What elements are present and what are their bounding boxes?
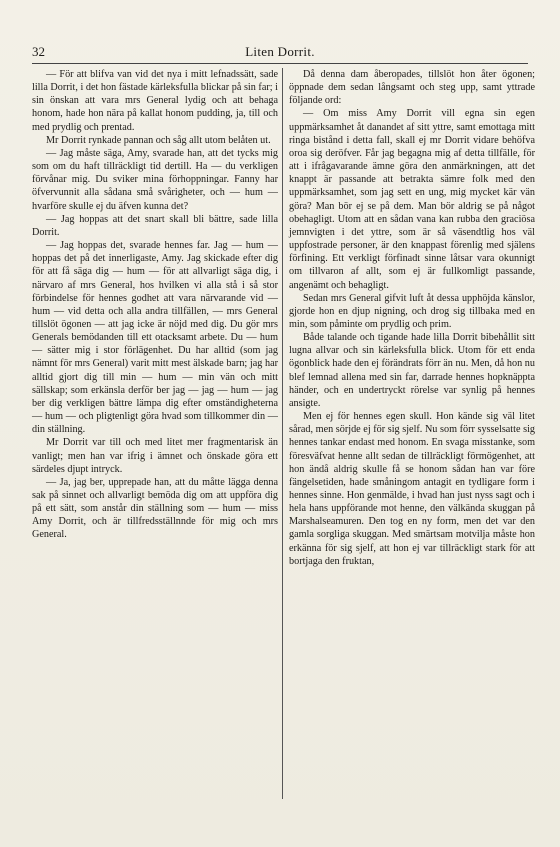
header-rule	[32, 63, 528, 64]
left-column	[32, 68, 278, 542]
page-header	[32, 44, 528, 64]
paragraph: — För att blifva van vid det nya i mitt lefnadssätt, sade lilla Dorrit, i det hon fästade kärleksfulla blickar på sin far; i sin önskan att vara mrs General lydig och att behaga honom, hade hon nära på kallat honom pudding, ja, till och med prydlig och prentad.	[32, 69, 278, 133]
paragraph: Mr Dorrit rynkade pannan och såg allt utom belåten ut.	[46, 134, 271, 146]
column-divider	[282, 68, 283, 799]
right-column	[289, 68, 535, 568]
paragraph: — Ja, jag ber, upprepade han, att du måtte lägga denna sak på sinnet och allvarligt bemöda dig om att uppföra dig på ett sätt, som anstår din ställning som — hum — miss Amy Dorrit, och är tillfredsställnnde för mig och mrs General.	[32, 476, 278, 541]
paragraph: — Jag måste säga, Amy, svarade han, att det tycks mig som om du haft tillräckligt tid dertill. Ha — du verkligen förvånar mig. Du sviker mina förhoppningar. Fanny har öfvervunnit alla sådana små svårigheter, och — hum — hvarföre skulle ej du äfven kunna det?	[32, 147, 278, 212]
paragraph: Då denna dam åberopades, tillslöt hon åter ögonen; öppnade dem sedan långsamt och steg upp, samt yttrade följande ord:	[289, 69, 535, 107]
running-title: Liten Dorrit.	[245, 44, 315, 59]
paragraph: Både talande och tigande hade lilla Dorrit bibehållit sitt lugna allvar och sin kärleksfulla blick. Utom för ett enda ögonblick hade den ej förändrats förr än nu. Men, då hon nu blef lemnad allena med sin far, darrade hennes hopknäppta händer, och en undertryckt rörelse var synlig på hennes ansigte.	[289, 332, 535, 409]
paragraph: Men ej för hennes egen skull. Hon kände sig väl litet sårad, men sörjde ej för sig sjelf. Nu som förr sysselsatte sig hennes tankar endast med honom. En svaga misstanke, som föresväfvat henne allt sedan de tillräckligt förmögenhet, att hon ändå aldrig skulle få se honom sådan han var före fängelsetiden, hade småningom antagit en tydligare form i hennes sinne. Hon genmälde, i hvad han just nyss sagt och i hela hans uppförande mot henne, den välkända skuggan på Marshalseamuren. Den tog en ny form, men det var den gamla sorgliga skuggan. Med smärtsam motvilja måste hon erkänna för sig sjelf, att hon ej var tillräckligt stark för att bortjaga den fruktan,	[289, 411, 535, 567]
page-number: 32	[32, 44, 45, 59]
paragraph: Mr Dorrit var till och med litet mer fragmentarisk än vanligt; men han var ifrig i ämnet och önskade göra ett särdeles djupt intryck.	[32, 437, 278, 475]
paragraph: Sedan mrs General gifvit luft åt dessa upphöjda känslor, gjorde hon en djup nigning, och drog sig tillbaka med en min, som påminte om prydlig och prim.	[289, 292, 535, 330]
paragraph: — Jag hoppas att det snart skall bli bättre, sade lilla Dorrit.	[32, 213, 278, 238]
paragraph: — Jag hoppas det, svarade hennes far. Jag — hum — hoppas det på det innerligaste, Amy. Jag skickade efter dig för att få säga dig — hum — för att allvarligt säga dig, i närvaro af mrs General, hos hvilken vi alla stå i så stor förbindelse för hennes godhet att vara närvarande vid — hum — vid detta och alla andra tillfällen, — mrs General tillslöt ögonen — att jag icke är nöjd med dig. Du gör mrs Generals bemödanden till ett otacksamt arbete. Du — hum — sätter mig i stor förlägenhet. Du har alltid (som jag nämnt för mrs General) varit mitt mest älskade barn; jag har alltid gjort dig till min — hum — min vän och mitt sällskap; som erkänsla derför ber jag — jag — hum — jag ber dig verkligen bättre lämpa dig efter omständigheterna — hum — och pligtenligt göra hvad som tillkommer din — din ställning.	[32, 240, 278, 436]
paragraph: — Om miss Amy Dorrit vill egna sin egen uppmärksamhet åt danandet af sitt yttre, samt emottaga mitt ringa bistånd i detta fall, skall ej mr Dorrit vidare behöfva oroa sig deröfver. Får jag begagna mig af detta tillfälle, för att i ifrågavarande ämne göra den anmärkningen, att det knappt är passande att betrakta sämre folk med den uppmärksamhet, som jag sett en ung, mig mycket kär vän göra? Man bör ej se på dem. Man bör aldrig se på något obehagligt. Utom att en sådan vana kan rubba den graciösa jemnvigten i det yttre, som är så väsendtlig hos väl uppfostrade personer, är den knappast förenlig med själens förfining. Ett verkligt förfinadt sinne låtsar vara okunnigt om tillvaron af allt, som ej är fullkomligt passande, angenämt och behagligt.	[289, 108, 535, 291]
